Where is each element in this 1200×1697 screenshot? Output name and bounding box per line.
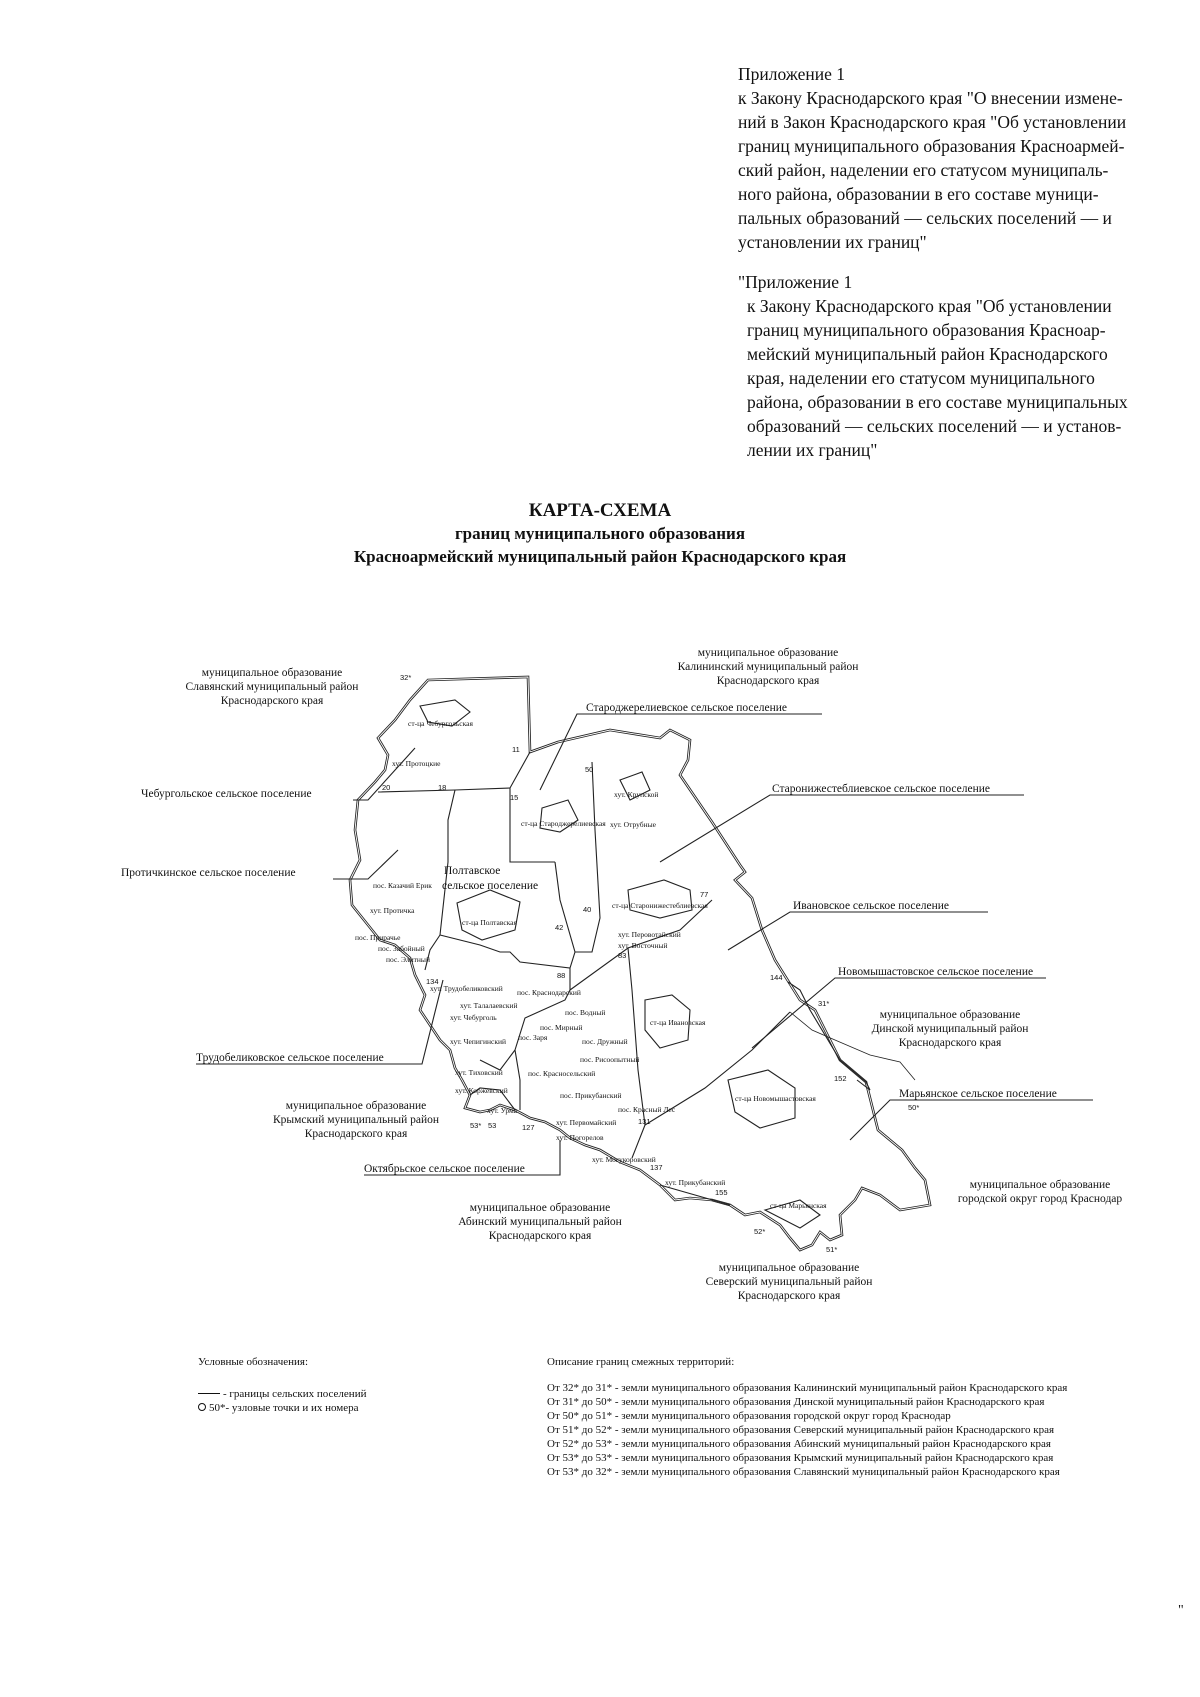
place-label: хут. Восточный bbox=[618, 941, 668, 950]
neighbor-dinskoy-1: муниципальное образование bbox=[879, 1009, 1021, 1021]
place-label: хут. Коржевский bbox=[455, 1086, 508, 1095]
appendix-line: района, образовании в его составе муниципальных bbox=[747, 392, 1128, 412]
desc-row: От 53* до 32* - земли муниципального образования Славянский муниципальный район Краснодарского края bbox=[547, 1466, 1060, 1478]
neighbor-dinskoy-2: Динской муниципальный район bbox=[871, 1023, 1029, 1035]
place-label: хут. Первомайский bbox=[556, 1118, 617, 1127]
place-label: хут. Погорелов bbox=[556, 1133, 604, 1142]
map-legend bbox=[198, 1355, 366, 1415]
node-number: 32* bbox=[400, 673, 412, 682]
legend-line-swatch bbox=[198, 1393, 220, 1394]
place-label: пос. Водный bbox=[565, 1008, 606, 1017]
settlement-label-protich: Протичкинское сельское поселение bbox=[121, 867, 296, 879]
node-number: 42 bbox=[555, 923, 564, 932]
desc-row: От 50* до 51* - земли муниципального образования городской округ город Краснодар bbox=[547, 1410, 951, 1422]
place-label: пос. Казачий Ерик bbox=[373, 881, 432, 890]
appendix-line: ного района, образовании в его составе муници- bbox=[738, 184, 1099, 204]
node-number: 155 bbox=[715, 1188, 728, 1197]
neighbor-krymsky-1: муниципальное образование bbox=[285, 1100, 427, 1112]
closing-quote: " bbox=[1178, 1603, 1184, 1618]
boundary-line bbox=[480, 1050, 515, 1070]
legend-title: Условные обозначения: bbox=[198, 1356, 309, 1368]
node-number: 20 bbox=[382, 783, 391, 792]
place-label: хут. Могукоровский bbox=[592, 1155, 656, 1164]
appendix-line: к Закону Краснодарского края "О внесении измене- bbox=[738, 88, 1123, 108]
place-label: ст-ца Новомышастовская bbox=[735, 1094, 816, 1103]
neighbor-krasnodar-2: городской округ город Краснодар bbox=[957, 1193, 1123, 1205]
node-number: 51* bbox=[826, 1245, 838, 1254]
neighbor-abinsky-2: Абинский муниципальный район bbox=[458, 1216, 622, 1228]
adjacent-territories bbox=[547, 1355, 1067, 1479]
node-number: 88 bbox=[557, 971, 566, 980]
node-number: 11 bbox=[512, 745, 520, 754]
node-number: 134 bbox=[426, 977, 439, 986]
place-label: пос. Красносельский bbox=[528, 1069, 596, 1078]
settlement-label-novomysh: Новомышастовское сельское поселение bbox=[838, 966, 1034, 978]
node-number: 50* bbox=[908, 1103, 920, 1112]
node-number: 53 bbox=[488, 1121, 497, 1130]
appendix-line: лении их границ" bbox=[747, 440, 878, 460]
neighbor-krymsky-3: Краснодарского края bbox=[304, 1128, 408, 1140]
neighbor-krasnodar-1: муниципальное образование bbox=[969, 1179, 1111, 1191]
settlement-label-poltav: Полтавское bbox=[444, 865, 501, 877]
neighbor-krymsky-2: Крымский муниципальный район bbox=[272, 1114, 440, 1126]
place-label: пос. Прикубанский bbox=[560, 1091, 622, 1100]
place-label: хут. Перовотайский bbox=[618, 930, 681, 939]
settlement-label-oktyabr: Октябрьское сельское поселение bbox=[364, 1163, 525, 1175]
neighbor-seversky-3: Краснодарского края bbox=[737, 1290, 841, 1302]
town-outline bbox=[457, 890, 520, 940]
settlement-label-starodzh: Староджерелиевское сельское поселение bbox=[586, 702, 788, 714]
place-label: хут. Талалаевский bbox=[460, 1001, 518, 1010]
boundary-line bbox=[575, 762, 600, 952]
settlement-label-maryan: Марьянское сельское поселение bbox=[899, 1088, 1057, 1100]
node-number: 131 bbox=[638, 1117, 651, 1126]
leader-line bbox=[850, 1100, 1093, 1140]
appendix-line: образований — сельских поселений — и установ- bbox=[747, 416, 1122, 436]
map-subtitle: границ муниципального образования bbox=[454, 524, 746, 543]
place-label: пос. Забойный bbox=[378, 944, 425, 953]
appendix-line: пальных образований — сельских поселений — и bbox=[738, 208, 1112, 228]
place-label: хут. Протичка bbox=[370, 906, 415, 915]
appendix-line: границ муниципального образования Красноар- bbox=[747, 320, 1106, 340]
node-number: 53* bbox=[470, 1121, 482, 1130]
desc-title: Описание границ смежных территорий: bbox=[547, 1356, 735, 1368]
desc-row: От 31* до 50* - земли муниципального образования Динской муниципальный район Краснодарского края bbox=[547, 1396, 1045, 1408]
neighbor-abinsky-1: муниципальное образование bbox=[469, 1202, 611, 1214]
node-number: 31* bbox=[818, 999, 830, 1008]
place-label: пос. Элитный bbox=[386, 955, 430, 964]
place-label: ст-ца Староджерелиевская bbox=[521, 819, 606, 828]
place-label: хут. Протоцкие bbox=[392, 759, 441, 768]
place-label: ст-ца Марьянская bbox=[770, 1201, 827, 1210]
leader-line bbox=[660, 795, 1024, 862]
neighbor-kalininsky-1: муниципальное образование bbox=[697, 647, 839, 659]
place-label: хут. Урма bbox=[487, 1106, 517, 1115]
neighbor-slavyansky-3: Краснодарского края bbox=[220, 695, 324, 707]
place-label: ст-ца Чебургольская bbox=[408, 719, 473, 728]
neighbor-seversky-1: муниципальное образование bbox=[718, 1262, 860, 1274]
place-label: ст-ца Старонижестеблиевская bbox=[612, 901, 708, 910]
legend-node-circle bbox=[198, 1403, 206, 1411]
place-label: пос. Заря bbox=[518, 1033, 548, 1042]
legend-node-row bbox=[198, 1401, 366, 1415]
appendix-line: ский район, наделении его статусом муниципаль- bbox=[738, 160, 1109, 180]
node-number: 152 bbox=[834, 1074, 847, 1083]
place-label: пос. Рисоопытный bbox=[580, 1055, 640, 1064]
node-number: 50 bbox=[585, 765, 594, 774]
settlement-label-chebur: Чебургольское сельское поселение bbox=[141, 788, 312, 800]
desc-row: От 51* до 52* - земли муниципального образования Северский муниципальный район Краснодарского края bbox=[547, 1424, 1055, 1436]
desc-row: От 53* до 53* - земли муниципального образования Крымский муниципальный район Краснодарского края bbox=[547, 1452, 1054, 1464]
legend-boundary: - границы сельских поселений bbox=[223, 1388, 367, 1400]
node-number: 40 bbox=[583, 905, 592, 914]
node-number: 127 bbox=[522, 1123, 535, 1132]
place-label: пос. Краснодарский bbox=[517, 988, 581, 997]
boundary-line bbox=[425, 935, 440, 970]
appendix-line: ний в Закон Краснодарского края "Об установлении bbox=[738, 112, 1127, 132]
neighbor-seversky-2: Северский муниципальный район bbox=[705, 1276, 873, 1288]
place-label: хут. Тиховский bbox=[455, 1068, 503, 1077]
settlement-label-ivanov: Ивановское сельское поселение bbox=[793, 900, 950, 912]
place-label: пос. Красный Лес bbox=[618, 1105, 676, 1114]
node-number: 83 bbox=[618, 951, 627, 960]
legend-node: 50*- узловые точки и их номера bbox=[209, 1402, 359, 1414]
place-label: хут. Трудобеликовский bbox=[430, 984, 503, 993]
node-number: 77 bbox=[700, 890, 709, 899]
map-boundaries bbox=[196, 677, 1093, 1250]
place-label: пос. Мирный bbox=[540, 1023, 583, 1032]
neighbor-kalininsky-2: Калининский муниципальный район bbox=[677, 661, 859, 673]
appendix-quoted-first: "Приложение 1 bbox=[738, 272, 853, 292]
node-number: 137 bbox=[650, 1163, 663, 1172]
neighbor-dinskoy-3: Краснодарского края bbox=[898, 1037, 1002, 1049]
settlement-label-staronizh: Старонижестеблиевское сельское поселение bbox=[772, 783, 991, 795]
appendix-line: края, наделении его статусом муниципального bbox=[747, 368, 1095, 388]
node-number: 18 bbox=[438, 783, 447, 792]
boundary-line bbox=[440, 862, 575, 968]
place-label: хут. Крупской bbox=[614, 790, 659, 799]
place-label: хут. Чепигинский bbox=[450, 1037, 507, 1046]
desc-row: От 52* до 53* - земли муниципального образования Абинский муниципальный район Краснодарского края bbox=[547, 1438, 1051, 1450]
node-number: 15 bbox=[510, 793, 519, 802]
place-label: хут. Отрубные bbox=[610, 820, 656, 829]
desc-row: От 32* до 31* - земли муниципального образования Калининский муниципальный район Краснодарского края bbox=[547, 1382, 1068, 1394]
place-label: хут. Чебурголь bbox=[450, 1013, 497, 1022]
place-label: пос. Дружный bbox=[582, 1037, 628, 1046]
appendix-line: установлении их границ" bbox=[738, 232, 927, 252]
appendix-line: границ муниципального образования Красноармей- bbox=[738, 136, 1125, 156]
town-outline bbox=[628, 880, 692, 918]
appendix-line: к Закону Краснодарского края "Об установлении bbox=[747, 296, 1112, 316]
boundary-line bbox=[378, 752, 530, 792]
map-subtitle-2: Красноармейский муниципальный район Краснодарского края bbox=[353, 547, 847, 566]
neighbor-abinsky-3: Краснодарского края bbox=[488, 1230, 592, 1242]
place-label: ст-ца Ивановская bbox=[650, 1018, 706, 1027]
leader-line bbox=[333, 850, 398, 879]
settlement-label-trudobel: Трудобеликовское сельское поселение bbox=[196, 1052, 384, 1064]
node-number: 52* bbox=[754, 1227, 766, 1236]
boundary-line bbox=[628, 948, 645, 1158]
neighbor-slavyansky-1: муниципальное образование bbox=[201, 667, 343, 679]
neighbor-kalininsky-3: Краснодарского края bbox=[716, 675, 820, 687]
legend-boundary-row bbox=[198, 1387, 366, 1401]
appendix-line: мейский муниципальный район Краснодарского bbox=[747, 344, 1108, 364]
place-label: ст-ца Полтавская bbox=[462, 918, 517, 927]
place-label: хут. Прикубанский bbox=[665, 1178, 726, 1187]
settlement-label-poltav-2: сельское поселение bbox=[442, 880, 539, 892]
place-label: пос. Прирачье bbox=[355, 933, 401, 942]
node-number: 144 bbox=[770, 973, 783, 982]
neighbor-slavyansky-2: Славянский муниципальный район bbox=[185, 681, 359, 693]
boundary-line bbox=[440, 790, 455, 935]
appendix-line: Приложение 1 bbox=[738, 64, 846, 84]
map-title: КАРТА-СХЕМА bbox=[528, 500, 672, 521]
